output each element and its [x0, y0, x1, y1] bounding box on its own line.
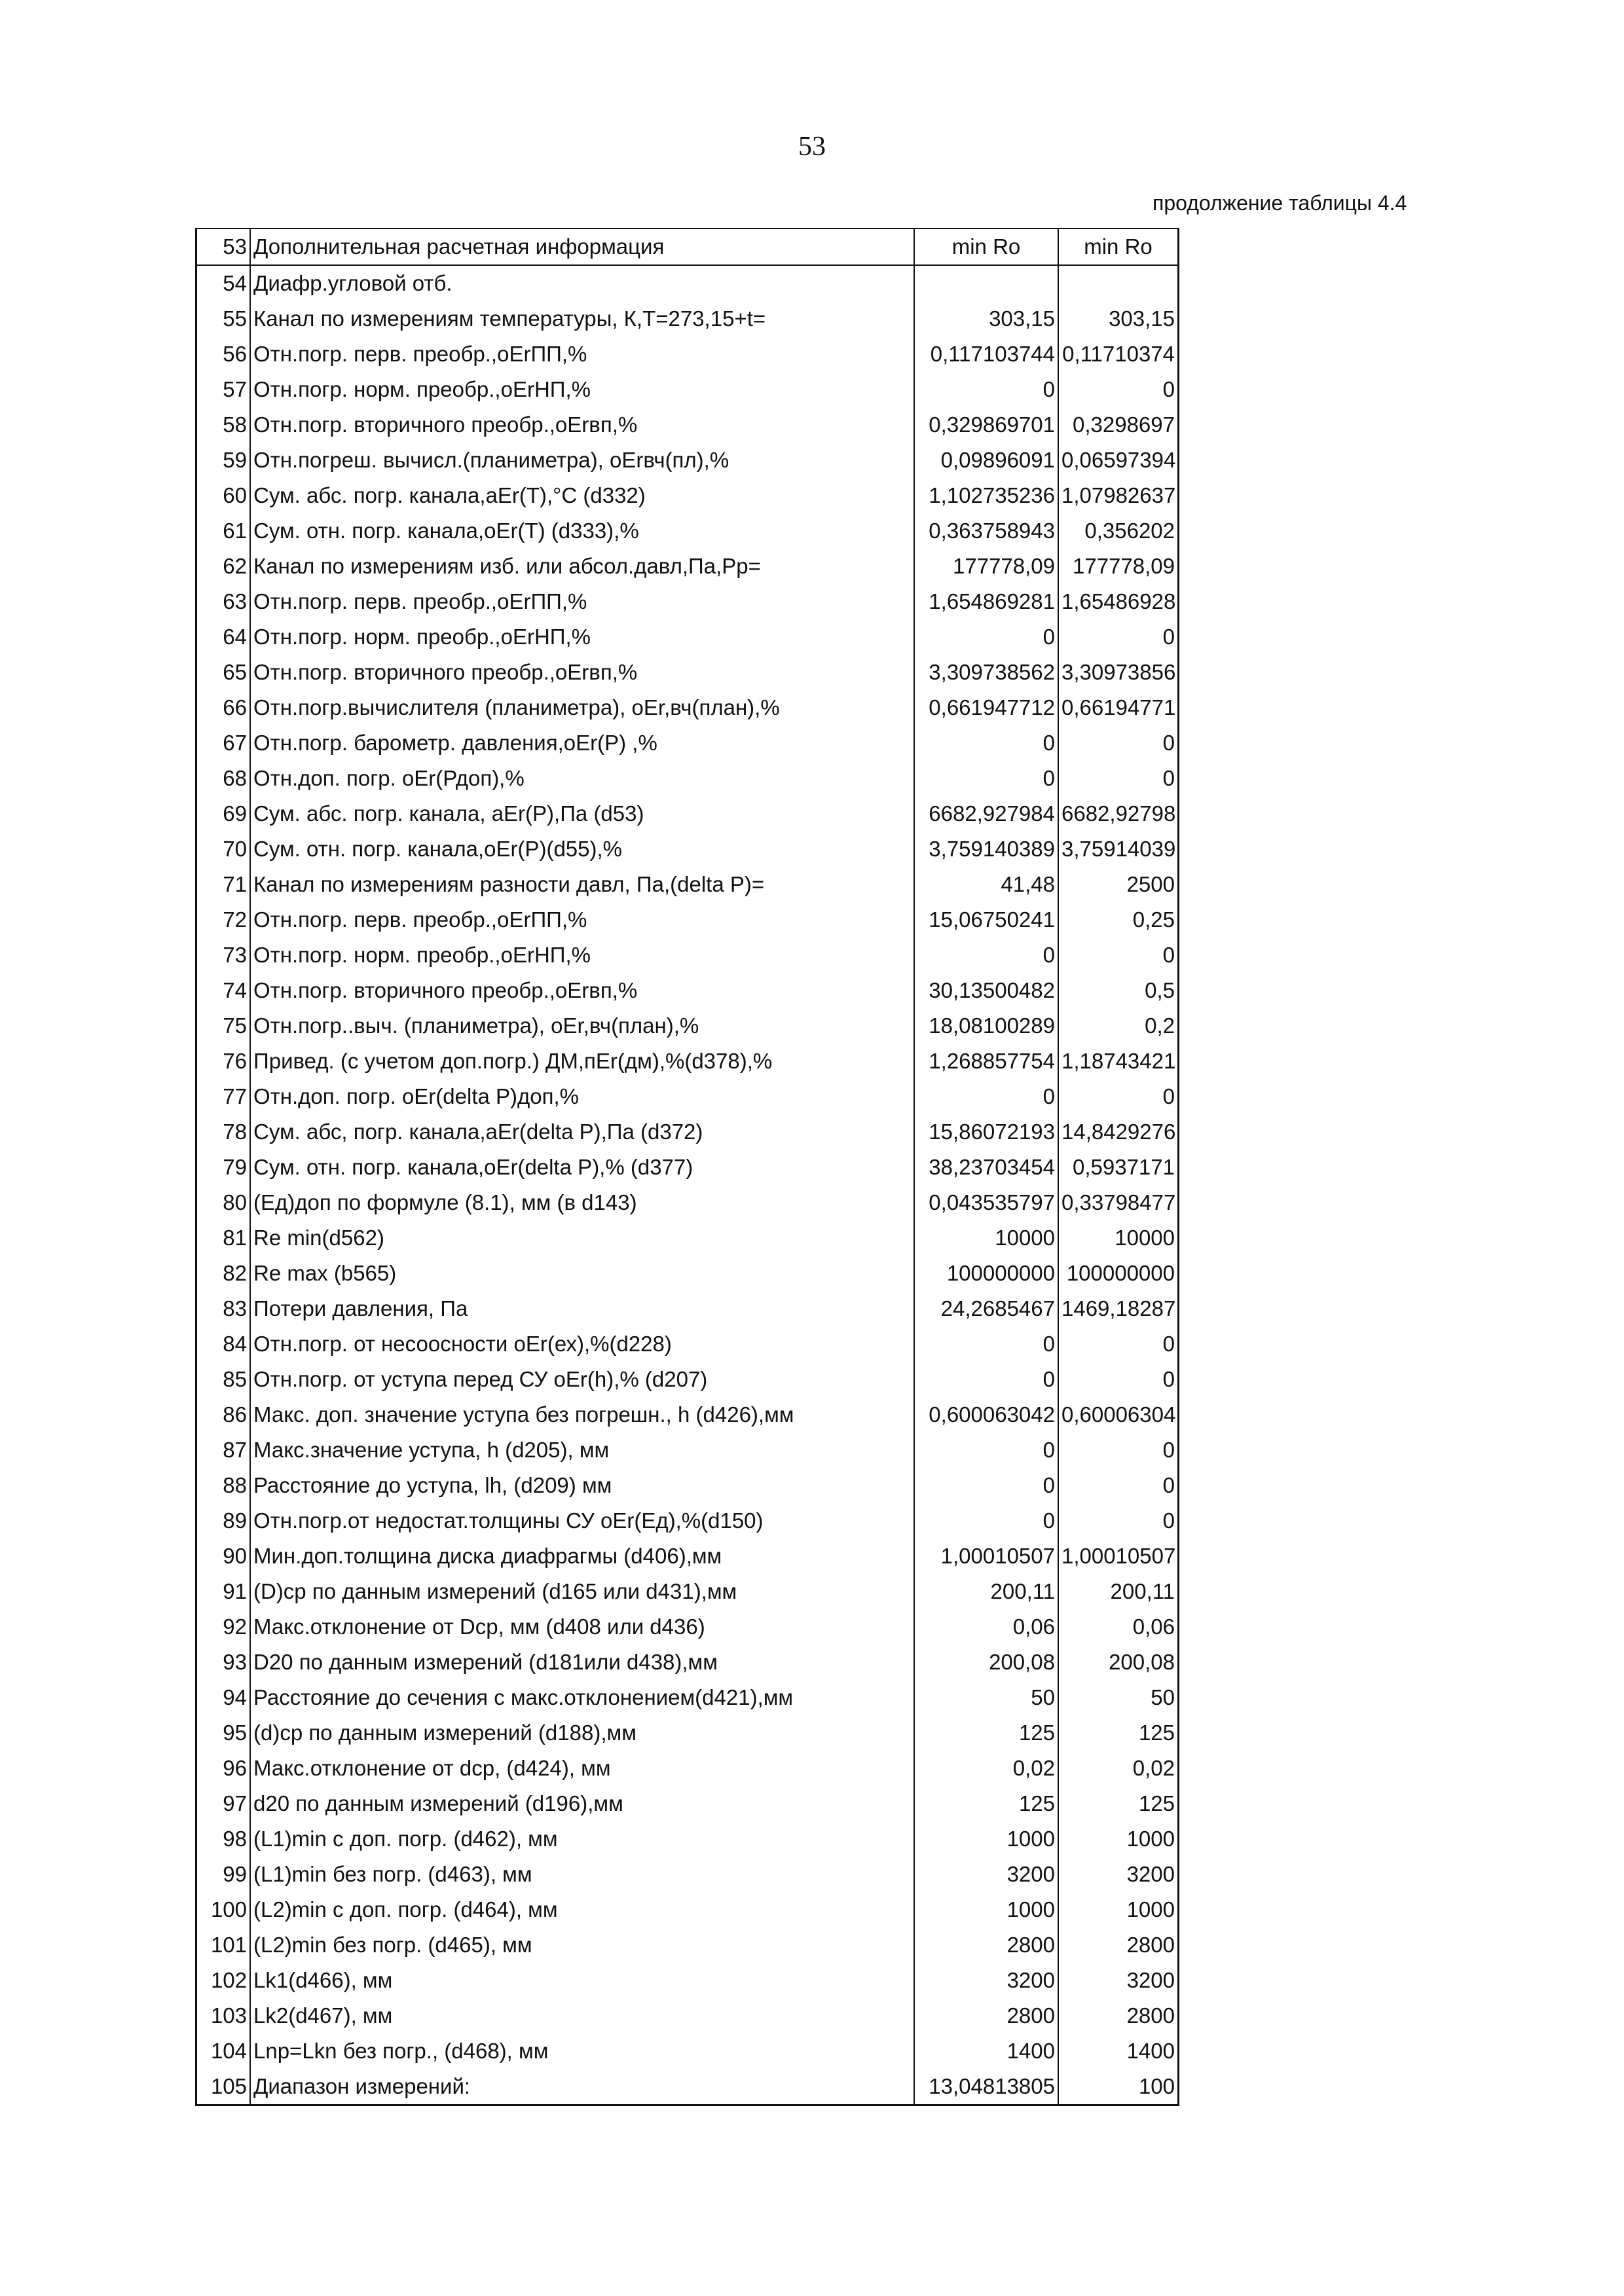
row-value-1: 0,363758943	[914, 513, 1058, 549]
row-description: Расстояние до сечения с макс.отклонением(d421),мм	[250, 1680, 914, 1715]
row-value-1: 38,23703454	[914, 1150, 1058, 1185]
row-value-1: 30,13500482	[914, 973, 1058, 1008]
row-value-1: 0	[914, 372, 1058, 407]
row-number: 74	[196, 973, 251, 1008]
row-value-1: 200,11	[914, 1574, 1058, 1609]
row-value-2: 1,18743421	[1058, 1044, 1179, 1079]
row-number: 55	[196, 301, 251, 337]
row-number: 69	[196, 796, 251, 831]
row-value-2: 100000000	[1058, 1256, 1179, 1291]
row-description: Отн.погр. норм. преобр.,оЕrНП,%	[250, 619, 914, 655]
row-number: 56	[196, 337, 251, 372]
header-row-number: 53	[196, 228, 251, 265]
row-number: 83	[196, 1291, 251, 1326]
row-value-1: 15,86072193	[914, 1114, 1058, 1150]
row-value-1: 6682,927984	[914, 796, 1058, 831]
row-description: Диапазон измерений:	[250, 2069, 914, 2105]
row-number: 103	[196, 1998, 251, 2033]
row-description: Отн.погр.вычислителя (планиметра), оЕr,вч(план),%	[250, 690, 914, 725]
row-value-2: 0,60006304	[1058, 1397, 1179, 1432]
row-description: (D)ср по данным измерений (d165 или d431),мм	[250, 1574, 914, 1609]
row-number: 65	[196, 655, 251, 690]
table-row	[196, 1539, 1179, 1574]
table-row	[196, 619, 1179, 655]
row-value-2: 2500	[1058, 867, 1179, 902]
table-row	[196, 1185, 1179, 1220]
row-description: Отн.погреш. вычисл.(планиметра), оЕrвч(пл),%	[250, 443, 914, 478]
row-value-2: 1000	[1058, 1821, 1179, 1857]
row-value-2: 303,15	[1058, 301, 1179, 337]
row-value-1	[914, 265, 1058, 301]
table-row	[196, 796, 1179, 831]
row-value-1: 0	[914, 1468, 1058, 1503]
table-row	[196, 301, 1179, 337]
table-row	[196, 407, 1179, 443]
table-row	[196, 1574, 1179, 1609]
row-number: 57	[196, 372, 251, 407]
row-value-1: 1,654869281	[914, 584, 1058, 619]
row-number: 81	[196, 1220, 251, 1256]
row-number: 60	[196, 478, 251, 513]
table-row	[196, 1291, 1179, 1326]
row-number: 59	[196, 443, 251, 478]
table-row	[196, 1362, 1179, 1397]
row-value-1: 0,661947712	[914, 690, 1058, 725]
row-number: 76	[196, 1044, 251, 1079]
row-number: 85	[196, 1362, 251, 1397]
row-value-2: 2800	[1058, 1927, 1179, 1963]
table-row	[196, 1397, 1179, 1432]
row-description: d20 по данным измерений (d196),мм	[250, 1786, 914, 1821]
row-description: Re min(d562)	[250, 1220, 914, 1256]
table-row	[196, 831, 1179, 867]
table-row	[196, 584, 1179, 619]
row-value-1: 1400	[914, 2033, 1058, 2069]
row-value-2: 6682,92798	[1058, 796, 1179, 831]
row-value-2: 0,66194771	[1058, 690, 1179, 725]
row-description: Потери давления, Па	[250, 1291, 914, 1326]
row-value-1: 0,043535797	[914, 1185, 1058, 1220]
row-value-1: 100000000	[914, 1256, 1058, 1291]
table-row	[196, 1963, 1179, 1998]
row-value-1: 13,04813805	[914, 2069, 1058, 2105]
table-row	[196, 1079, 1179, 1114]
row-value-2: 3,30973856	[1058, 655, 1179, 690]
row-number: 71	[196, 867, 251, 902]
table-row	[196, 1998, 1179, 2033]
row-value-2: 0	[1058, 1079, 1179, 1114]
row-value-1: 0,02	[914, 1751, 1058, 1786]
row-number: 96	[196, 1751, 251, 1786]
row-number: 80	[196, 1185, 251, 1220]
row-value-1: 24,2685467	[914, 1291, 1058, 1326]
row-value-1: 0,600063042	[914, 1397, 1058, 1432]
row-value-1: 18,08100289	[914, 1008, 1058, 1044]
row-description: Lnp=Lkn без погр., (d468), мм	[250, 2033, 914, 2069]
row-value-2: 0	[1058, 725, 1179, 761]
row-number: 86	[196, 1397, 251, 1432]
table-row	[196, 513, 1179, 549]
row-value-2: 125	[1058, 1786, 1179, 1821]
row-value-2: 0	[1058, 761, 1179, 796]
table-row	[196, 1468, 1179, 1503]
row-value-2: 0,356202	[1058, 513, 1179, 549]
row-description: Re max (b565)	[250, 1256, 914, 1291]
row-value-1: 3,759140389	[914, 831, 1058, 867]
table-row	[196, 902, 1179, 938]
row-description: (L1)min с доп. погр. (d462), мм	[250, 1821, 914, 1857]
row-number: 73	[196, 938, 251, 973]
row-value-2: 1000	[1058, 1892, 1179, 1927]
row-description: (L1)min без погр. (d463), мм	[250, 1857, 914, 1892]
table-header-row	[196, 228, 1179, 265]
table-continuation-label: продолжение таблицы 4.4	[1153, 191, 1407, 215]
row-number: 97	[196, 1786, 251, 1821]
row-value-1: 1000	[914, 1892, 1058, 1927]
table-row	[196, 1786, 1179, 1821]
table-row	[196, 1114, 1179, 1150]
row-value-1: 0	[914, 938, 1058, 973]
row-description: D20 по данным измерений (d181или d438),мм	[250, 1645, 914, 1680]
row-value-2: 0	[1058, 938, 1179, 973]
row-value-2: 0	[1058, 1326, 1179, 1362]
row-value-1: 0	[914, 761, 1058, 796]
row-value-2: 1469,18287	[1058, 1291, 1179, 1326]
row-number: 102	[196, 1963, 251, 1998]
row-description: Мин.доп.толщина диска диафрагмы (d406),мм	[250, 1539, 914, 1574]
data-table	[195, 228, 1179, 2106]
table-row	[196, 1715, 1179, 1751]
row-description: Макс. доп. значение уступа без погрешн., h (d426),мм	[250, 1397, 914, 1432]
row-value-1: 0	[914, 1432, 1058, 1468]
row-description: (L2)min с доп. погр. (d464), мм	[250, 1892, 914, 1927]
row-number: 67	[196, 725, 251, 761]
table-row	[196, 337, 1179, 372]
table-row	[196, 1892, 1179, 1927]
row-value-1: 0	[914, 725, 1058, 761]
table-row	[196, 1326, 1179, 1362]
row-number: 105	[196, 2069, 251, 2105]
row-number: 94	[196, 1680, 251, 1715]
table-row	[196, 1150, 1179, 1185]
table-row	[196, 1503, 1179, 1539]
row-number: 90	[196, 1539, 251, 1574]
table-row	[196, 443, 1179, 478]
row-number: 75	[196, 1008, 251, 1044]
header-column-2: min Ro	[1058, 228, 1179, 265]
row-value-2: 0,5937171	[1058, 1150, 1179, 1185]
row-description: Сум. отн. погр. канала,оЕr(Т) (d333),%	[250, 513, 914, 549]
row-description: Отн.доп. погр. оЕr(delta P)доп,%	[250, 1079, 914, 1114]
row-value-1: 0	[914, 1503, 1058, 1539]
row-value-1: 10000	[914, 1220, 1058, 1256]
row-description: Сум. абс. погр. канала, аЕr(Р),Па (d53)	[250, 796, 914, 831]
row-value-1: 200,08	[914, 1645, 1058, 1680]
row-number: 64	[196, 619, 251, 655]
table-row	[196, 1927, 1179, 1963]
row-value-1: 2800	[914, 1998, 1058, 2033]
row-description: Отн.погр.от недостат.толщины СУ оЕr(Ед),%(d150)	[250, 1503, 914, 1539]
row-value-2: 1,00010507	[1058, 1539, 1179, 1574]
row-value-2: 0	[1058, 1362, 1179, 1397]
row-number: 62	[196, 549, 251, 584]
row-description: Отн.доп. погр. оЕr(Рдоп),%	[250, 761, 914, 796]
row-description: Отн.погр. вторичного преобр.,оЕrвп,%	[250, 407, 914, 443]
row-value-2: 200,11	[1058, 1574, 1179, 1609]
row-description: Расстояние до уступа, lh, (d209) мм	[250, 1468, 914, 1503]
table-row	[196, 867, 1179, 902]
row-description: Отн.погр. вторичного преобр.,оЕrвп,%	[250, 973, 914, 1008]
row-value-2: 3200	[1058, 1963, 1179, 1998]
row-value-2: 0,33798477	[1058, 1185, 1179, 1220]
row-value-2: 0,06597394	[1058, 443, 1179, 478]
row-value-2: 3200	[1058, 1857, 1179, 1892]
row-value-2: 0	[1058, 619, 1179, 655]
table-row	[196, 1821, 1179, 1857]
row-value-2: 1,65486928	[1058, 584, 1179, 619]
row-number: 77	[196, 1079, 251, 1114]
row-number: 93	[196, 1645, 251, 1680]
table-row	[196, 938, 1179, 973]
header-column-1: min Ro	[914, 228, 1058, 265]
row-value-1: 177778,09	[914, 549, 1058, 584]
row-number: 79	[196, 1150, 251, 1185]
table-row	[196, 725, 1179, 761]
row-value-2: 0	[1058, 1503, 1179, 1539]
row-number: 66	[196, 690, 251, 725]
row-number: 89	[196, 1503, 251, 1539]
table-row	[196, 655, 1179, 690]
row-value-2: 10000	[1058, 1220, 1179, 1256]
row-value-1: 1,268857754	[914, 1044, 1058, 1079]
row-description: Канал по измерениям температуры, К,Т=273,15+t=	[250, 301, 914, 337]
row-value-1: 41,48	[914, 867, 1058, 902]
row-value-1: 0	[914, 619, 1058, 655]
header-description: Дополнительная расчетная информация	[250, 228, 914, 265]
row-value-1: 0	[914, 1362, 1058, 1397]
row-number: 104	[196, 2033, 251, 2069]
row-value-1: 0,329869701	[914, 407, 1058, 443]
table-row	[196, 1220, 1179, 1256]
row-number: 63	[196, 584, 251, 619]
table-row	[196, 2069, 1179, 2105]
row-number: 88	[196, 1468, 251, 1503]
row-value-2: 2800	[1058, 1998, 1179, 2033]
table-row	[196, 265, 1179, 301]
row-value-2: 200,08	[1058, 1645, 1179, 1680]
row-description: Привед. (с учетом доп.погр.) ДМ,пЕr(дм),%(d378),%	[250, 1044, 914, 1079]
row-value-2: 0	[1058, 1432, 1179, 1468]
row-number: 54	[196, 265, 251, 301]
table-row	[196, 549, 1179, 584]
row-description: (d)ср по данным измерений (d188),мм	[250, 1715, 914, 1751]
row-value-2: 0,25	[1058, 902, 1179, 938]
row-value-1: 3200	[914, 1857, 1058, 1892]
row-value-2: 0	[1058, 372, 1179, 407]
row-value-1: 15,06750241	[914, 902, 1058, 938]
row-description: (Ед)доп по формуле (8.1), мм (в d143)	[250, 1185, 914, 1220]
table-row	[196, 1044, 1179, 1079]
row-number: 72	[196, 902, 251, 938]
table-row	[196, 1609, 1179, 1645]
table-row	[196, 1256, 1179, 1291]
row-number: 58	[196, 407, 251, 443]
row-value-2: 0,11710374	[1058, 337, 1179, 372]
table-row	[196, 1680, 1179, 1715]
row-description: Отн.погр. от несоосности оЕr(ех),%(d228)	[250, 1326, 914, 1362]
row-value-1: 1,102735236	[914, 478, 1058, 513]
row-description: Сум. отн. погр. канала,оЕr(delta P),% (d377)	[250, 1150, 914, 1185]
row-number: 100	[196, 1892, 251, 1927]
row-description: (L2)min без погр. (d465), мм	[250, 1927, 914, 1963]
page-number: 53	[798, 132, 826, 162]
row-value-2: 14,8429276	[1058, 1114, 1179, 1150]
row-description: Диафр.угловой отб.	[250, 265, 914, 301]
row-number: 92	[196, 1609, 251, 1645]
table-row	[196, 2033, 1179, 2069]
table-row	[196, 1432, 1179, 1468]
row-value-2: 0,06	[1058, 1609, 1179, 1645]
row-number: 84	[196, 1326, 251, 1362]
row-value-2: 0,5	[1058, 973, 1179, 1008]
row-description: Сум. отн. погр. канала,оЕr(Р)(d55),%	[250, 831, 914, 867]
row-value-1: 303,15	[914, 301, 1058, 337]
row-number: 70	[196, 831, 251, 867]
row-description: Отн.погр. перв. преобр.,оЕrПП,%	[250, 902, 914, 938]
row-value-2: 3,75914039	[1058, 831, 1179, 867]
table-row	[196, 1751, 1179, 1786]
row-value-2: 125	[1058, 1715, 1179, 1751]
row-number: 61	[196, 513, 251, 549]
row-value-2	[1058, 265, 1179, 301]
row-value-2: 1,07982637	[1058, 478, 1179, 513]
table-row	[196, 372, 1179, 407]
row-description: Макс.отклонение от Dср, мм (d408 или d436)	[250, 1609, 914, 1645]
row-value-1: 1000	[914, 1821, 1058, 1857]
row-description: Канал по измерениям изб. или абсол.давл,Па,Рр=	[250, 549, 914, 584]
row-value-1: 3200	[914, 1963, 1058, 1998]
table-row	[196, 478, 1179, 513]
row-number: 101	[196, 1927, 251, 1963]
row-value-1: 125	[914, 1715, 1058, 1751]
row-description: Отн.погр. перв. преобр.,оЕrПП,%	[250, 337, 914, 372]
row-description: Отн.погр. барометр. давления,оЕr(Р) ,%	[250, 725, 914, 761]
row-description: Отн.погр. перв. преобр.,оЕrПП,%	[250, 584, 914, 619]
row-value-2: 177778,09	[1058, 549, 1179, 584]
row-value-1: 50	[914, 1680, 1058, 1715]
row-value-1: 1,00010507	[914, 1539, 1058, 1574]
table-row	[196, 690, 1179, 725]
table-row	[196, 761, 1179, 796]
row-value-1: 0	[914, 1326, 1058, 1362]
row-number: 78	[196, 1114, 251, 1150]
row-value-1: 0,06	[914, 1609, 1058, 1645]
row-description: Макс.отклонение от dср, (d424), мм	[250, 1751, 914, 1786]
row-value-2: 0,02	[1058, 1751, 1179, 1786]
row-value-2: 0,2	[1058, 1008, 1179, 1044]
row-number: 82	[196, 1256, 251, 1291]
row-description: Отн.погр. норм. преобр.,оЕrНП,%	[250, 938, 914, 973]
table-row	[196, 1645, 1179, 1680]
row-value-2: 100	[1058, 2069, 1179, 2105]
row-description: Lk2(d467), мм	[250, 1998, 914, 2033]
table-row	[196, 1008, 1179, 1044]
row-value-1: 0,117103744	[914, 337, 1058, 372]
row-description: Сум. абс, погр. канала,аЕr(delta P),Па (d372)	[250, 1114, 914, 1150]
row-description: Сум. абс. погр. канала,аЕr(Т),°С (d332)	[250, 478, 914, 513]
row-value-2: 0	[1058, 1468, 1179, 1503]
row-description: Lk1(d466), мм	[250, 1963, 914, 1998]
row-description: Канал по измерениям разности давл, Па,(delta P)=	[250, 867, 914, 902]
row-description: Отн.погр. вторичного преобр.,оЕrвп,%	[250, 655, 914, 690]
row-number: 68	[196, 761, 251, 796]
row-value-1: 0	[914, 1079, 1058, 1114]
row-description: Отн.погр. норм. преобр.,оЕrНП,%	[250, 372, 914, 407]
table-row	[196, 1857, 1179, 1892]
row-value-2: 1400	[1058, 2033, 1179, 2069]
row-value-2: 0,3298697	[1058, 407, 1179, 443]
row-description: Отн.погр. от уступа перед СУ оЕr(h),% (d207)	[250, 1362, 914, 1397]
row-number: 91	[196, 1574, 251, 1609]
row-value-1: 0,09896091	[914, 443, 1058, 478]
row-number: 87	[196, 1432, 251, 1468]
row-number: 99	[196, 1857, 251, 1892]
row-value-1: 3,309738562	[914, 655, 1058, 690]
row-number: 95	[196, 1715, 251, 1751]
row-description: Отн.погр..выч. (планиметра), оЕr,вч(план),%	[250, 1008, 914, 1044]
table-row	[196, 973, 1179, 1008]
row-number: 98	[196, 1821, 251, 1857]
row-value-1: 125	[914, 1786, 1058, 1821]
row-value-1: 2800	[914, 1927, 1058, 1963]
row-description: Макс.значение уступа, h (d205), мм	[250, 1432, 914, 1468]
row-value-2: 50	[1058, 1680, 1179, 1715]
